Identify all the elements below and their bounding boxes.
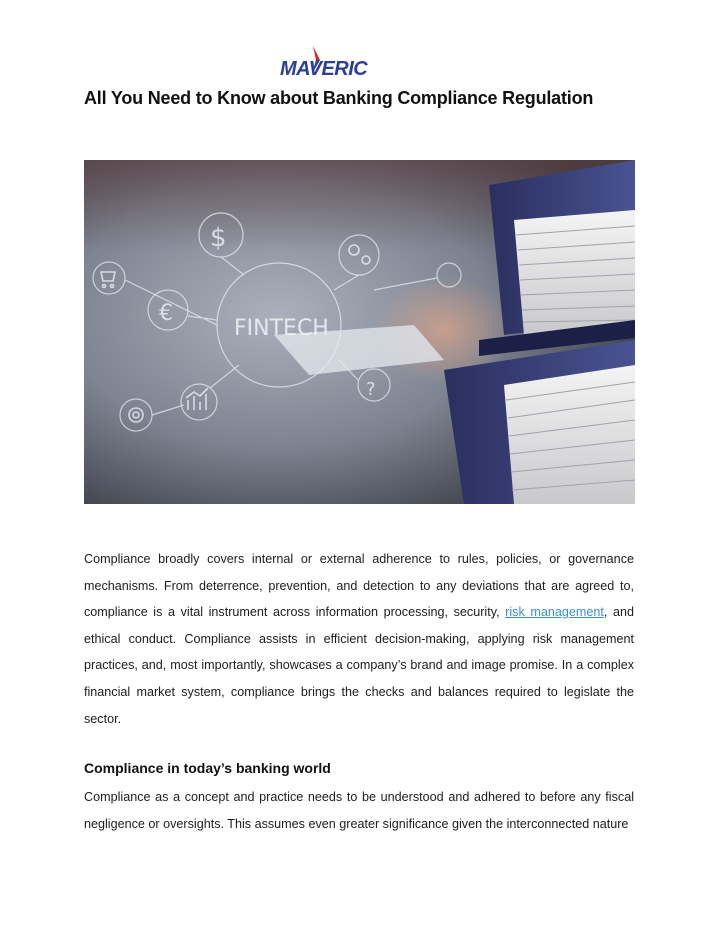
risk-management-link[interactable]: risk management — [505, 605, 604, 620]
section-heading: Compliance in today’s banking world — [84, 760, 331, 776]
svg-text:€: € — [159, 301, 173, 326]
svg-text:?: ? — [366, 379, 376, 400]
svg-text:MAVERIC: MAVERIC — [280, 58, 368, 80]
section-paragraph: Compliance as a concept and practice needs to be understood and adhered to before any fiscal negligence or oversights. This assumes even greater significance given the interconnected nature — [84, 790, 634, 831]
maveric-logo — [276, 44, 388, 80]
intro-text-end: , and ethical conduct. Compliance assists in efficient decision-making, applying risk management practices, and, most importantly, showcases a company’s brand and image promise. In a complex financial market system, compliance brings the checks and balances required to legislate the sector. — [84, 605, 634, 726]
hero-image — [84, 160, 635, 504]
intro-paragraph — [84, 546, 634, 732]
fintech-label: FINTECH — [234, 316, 329, 341]
page-title: All You Need to Know about Banking Compliance Regulation — [84, 88, 594, 108]
intro-text-start: Compliance broadly covers internal or external adherence to rules, policies, or governance mechanisms. From deterrence, prevention, and detection to any deviations that are agreed to, compliance is a vital instrument across information processing, security, — [84, 552, 634, 620]
svg-text:$: $ — [210, 223, 227, 253]
